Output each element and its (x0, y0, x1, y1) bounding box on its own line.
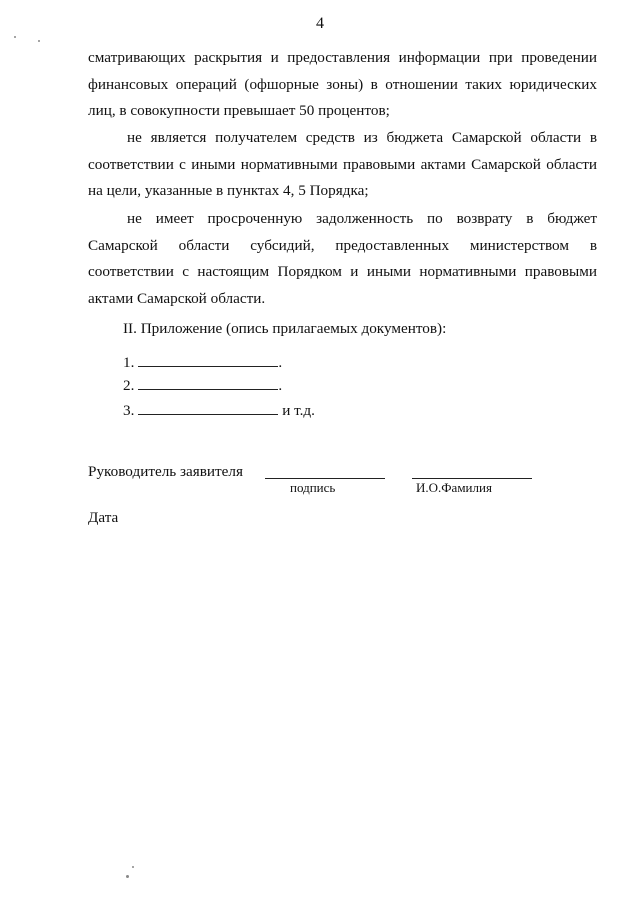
attachment-blank-line (138, 400, 278, 415)
attachment-suffix: . (278, 354, 283, 371)
attachment-heading: II. Приложение (опись прилагаемых документов): (123, 320, 447, 337)
page-number: 4 (316, 15, 324, 32)
signature-line (265, 478, 385, 479)
paragraph-offshore: сматривающих раскрытия и предоставления информации при проведении финансовых операций (офшорные зоны) в отношении таких юридических лиц, в совокупности превышает 50 процентов; (88, 49, 597, 119)
scan-speck (132, 866, 134, 868)
paragraph-overdue-debt: не имеет просроченную задолженность по возврату в бюджет Самарской области субсидий, предоставленных министерством в соответствии с настоящим Порядком и иными нормативными правовыми актами Самарской области. (88, 210, 597, 307)
attachment-number: 1. (123, 354, 135, 371)
name-line (412, 478, 532, 479)
head-of-applicant-label: Руководитель заявителя (88, 463, 243, 480)
attachment-number: 2. (123, 377, 135, 394)
scan-speck (126, 875, 129, 878)
scan-speck (14, 36, 16, 38)
attachment-blank-line (138, 352, 278, 367)
attachment-item-2 (123, 375, 282, 396)
attachment-blank-line (138, 375, 278, 390)
attachment-suffix: . (278, 377, 283, 394)
paragraph-budget-recipient: не является получателем средств из бюджета Самарской области в соответствии с иными нормативными правовыми актами Самарской области на цели, указанные в пунктах 4, 5 Порядка; (88, 129, 597, 199)
attachment-item-1 (123, 352, 282, 373)
name-caption: И.О.Фамилия (416, 480, 492, 495)
attachment-suffix: и т.д. (282, 402, 315, 419)
attachment-item-3 (123, 400, 315, 421)
attachment-number: 3. (123, 402, 135, 419)
scan-speck (38, 40, 40, 42)
signature-caption: подпись (290, 480, 336, 495)
date-label: Дата (88, 509, 119, 526)
